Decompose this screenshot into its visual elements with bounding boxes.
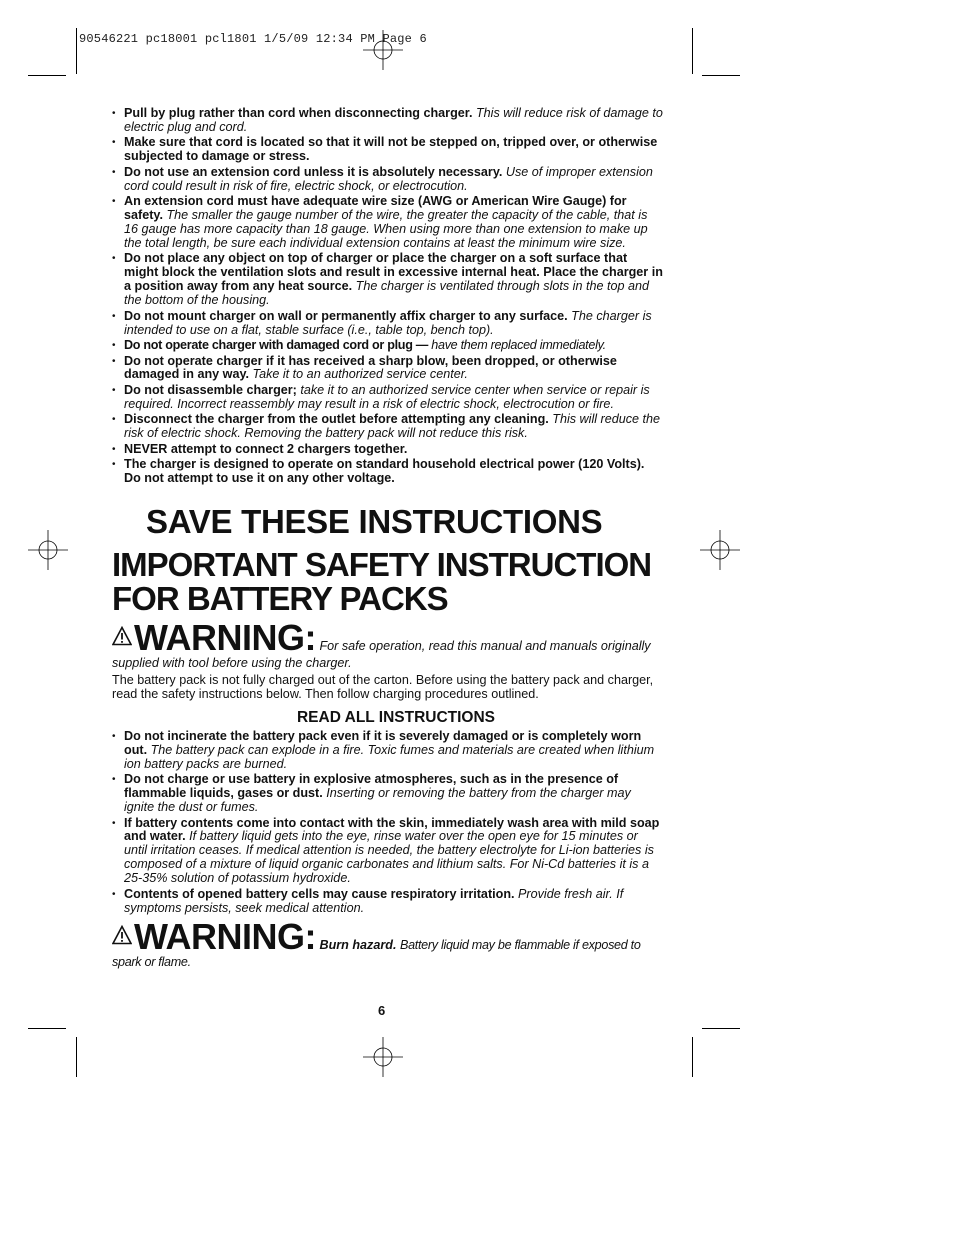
list-item: • Do not disassemble charger; take it to an authorized service center when service or repair is required. Incorrect reassembly may result in a risk of electric shock, electrocution or fire. [112, 384, 664, 412]
list-item: • Do not charge or use battery in explosive atmospheres, such as in the presence of flammable liquids, gases or dust. Inserting or removing the battery from the charger may ignite the dust or fumes. [112, 773, 664, 815]
heading-line-1: IMPORTANT SAFETY INSTRUCTION [112, 546, 652, 584]
warning-label: WARNING: [112, 916, 316, 957]
read-all-instructions: READ ALL INSTRUCTIONS [296, 708, 496, 726]
crop-mark [76, 28, 77, 74]
warning-triangle-icon [112, 925, 132, 945]
burn-hazard-label: Burn hazard. [319, 938, 397, 953]
list-item: • An extension cord must have adequate wire size (AWG or American Wire Gauge) for safety. The smaller the gauge number of the wire, the greater the capacity of the cable, that is 16 gauge has more capacity than 18 gauge. When using more than one extension to make up the total length, be sure each individual extension contains at least the minimum wire size. [112, 195, 664, 251]
crop-mark [702, 1028, 740, 1029]
heading-line-2: FOR BATTERY PACKS [112, 580, 448, 618]
crop-mark [692, 28, 693, 74]
intro-paragraph: The battery pack is not fully charged out of the carton. Before using the battery pack and charger, read the safety instructions below. Then follow charging procedures outlined. [112, 673, 654, 701]
list-item: • Do not use an extension cord unless it is absolutely necessary. Use of improper extension cord could result in risk of fire, electric shock, or electrocution. [112, 166, 664, 194]
crop-mark [28, 1028, 66, 1029]
warning-text: Battery liquid may be flammable if exposed to spark or flame. [112, 938, 641, 970]
list-item: • If battery contents come into contact with the skin, immediately wash area with mild soap and water. If battery liquid gets into the eye, rinse water over the open eye for 15 minutes or until irritation ceases. If medical attention is needed, the battery electrolyte for Li-ion batteries is composed of a mixture of liquid organic carbonates and lithium salts. For Ni-Cd batteries it is a 25-35% solution of potassium hydroxide. [112, 817, 664, 887]
warning-1 [112, 617, 664, 671]
list-item: • Do not incinerate the battery pack even if it is severely damaged or is completely worn out. The battery pack can explode in a fire. Toxic fumes and materials are created when lithium ion battery packs are burned. [112, 730, 664, 772]
crop-mark [28, 75, 66, 76]
crop-mark [702, 75, 740, 76]
list-item: • Make sure that cord is located so that it will not be stepped on, tripped over, or otherwise subjected to damage or stress. [112, 136, 664, 164]
registration-mark-icon [363, 1037, 403, 1077]
save-instructions-heading: SAVE THESE INSTRUCTIONS [146, 503, 603, 541]
list-item: • Do not mount charger on wall or permanently affix charger to any surface. The charger is intended to use on a flat, stable surface (i.e., table top, bench top). [112, 310, 664, 338]
list-item: • Pull by plug rather than cord when disconnecting charger. This will reduce risk of damage to electric plug and cord. [112, 107, 664, 135]
list-item: • Disconnect the charger from the outlet before attempting any cleaning. This will reduce the risk of electric shock. Removing the battery pack will not reduce this risk. [112, 413, 664, 441]
list-item: • Do not operate charger if it has received a sharp blow, been dropped, or otherwise damaged in any way. Take it to an authorized service center. [112, 355, 664, 383]
page-content [112, 107, 664, 970]
list-item: • Do not place any object on top of charger or place the charger on a soft surface that might block the ventilation slots and result in excessive internal heat. Place the charger in a position away from any heat source. The charger is ventilated through slots in the top and the bottom of the housing. [112, 252, 664, 308]
registration-mark-icon [363, 30, 403, 70]
registration-mark-icon [28, 530, 68, 570]
printer-slug: 90546221 pc18001 pcl1801 1/5/09 12:34 PM Page 6 [79, 32, 427, 46]
battery-safety-list [112, 730, 664, 916]
warning-label: WARNING: [112, 617, 316, 658]
warning-text: For safe operation, read this manual and manuals originally supplied with tool before using the charger. [112, 639, 651, 671]
warning-2 [112, 916, 664, 970]
battery-safety-heading [112, 548, 664, 616]
charger-safety-list [112, 107, 664, 486]
page-number: 6 [378, 1003, 386, 1018]
list-item: • NEVER attempt to connect 2 chargers together. [112, 443, 664, 457]
list-item: • Do not operate charger with damaged cord or plug — have them replaced immediately. [112, 339, 664, 353]
list-item: • The charger is designed to operate on standard household electrical power (120 Volts). Do not attempt to use it on any other voltage. [112, 458, 664, 486]
registration-mark-icon [700, 530, 740, 570]
warning-triangle-icon [112, 626, 132, 646]
list-item: • Contents of opened battery cells may cause respiratory irritation. Provide fresh air. If symptoms persists, seek medical attention. [112, 888, 664, 916]
crop-mark [692, 1037, 693, 1077]
crop-mark [76, 1037, 77, 1077]
